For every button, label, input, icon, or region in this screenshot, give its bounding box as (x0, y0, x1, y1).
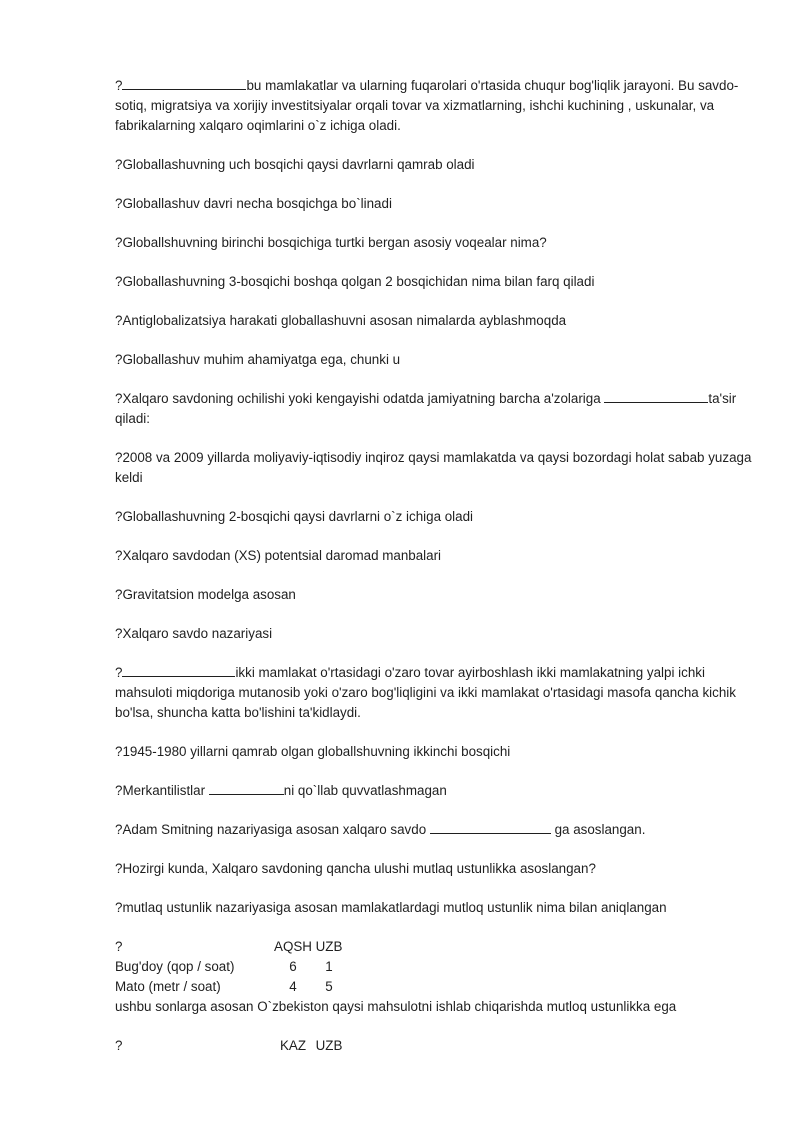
question-text-end: ga asoslangan. (550, 822, 646, 837)
question-12: ?Gravitatsion modelga asosan (115, 587, 296, 602)
table-cell: 1 (325, 959, 333, 974)
question-14 (115, 663, 755, 723)
question-2: ?Globallashuvning uch bosqichi qaysi davrlarni qamrab oladi (115, 157, 475, 172)
question-5: ?Globallashuvning 3-bosqichi boshqa qolgan 2 bosqichidan nima bilan farq qiladi (115, 274, 595, 289)
column-header: UZB (315, 939, 343, 954)
column-header: KAZ (279, 1038, 307, 1053)
question-11: ?Xalqaro savdodan (XS) potentsial daromad manbalari (115, 548, 442, 563)
question-text: ikki mamlakat o'rtasidagi o'zaro tovar ayirboshlash ikki mamlakatning yalpi ichki mahsuloti miqdoriga mutanosib yoki o'zaro bog'liqligini va ikki mamlakat o'rtasidagi masofa qancha kichik bo'lsa, shuncha katta bo'lishini ta'kidlaydi. (115, 665, 736, 720)
document-page (115, 76, 755, 1056)
question-6: ?Antiglobalizatsiya harakati globallashuvni asosan nimalarda ayblashmoqda (115, 313, 567, 328)
question-10: ?Globallashuvning 2-bosqichi qaysi davrlarni o`z ichiga oladi (115, 509, 474, 524)
row-label: Mato (metr / soat) (115, 979, 221, 994)
question-table-1 (115, 937, 755, 1017)
question-prefix: ? (115, 78, 123, 93)
column-header: AQSH (274, 939, 312, 954)
question-text: bu mamlakatlar va ularning fuqarolari o'rtasida chuqur bog'liqlik jarayoni. Bu savdo-sotiq, migratsiya va xorijiy investitsiyalar orqali tovar va xizmatlarning, ishchi kuchining , uskunalar, va fabrikalarning xalqaro oqimlarini o`z ichiga oladi. (115, 78, 739, 133)
answer-blank (122, 663, 235, 677)
question-9: ?2008 va 2009 yillarda moliyaviy-iqtisodiy inqiroz qaysi mamlakatda va qaysi bozordagi holat sabab yuzaga keldi (115, 450, 752, 485)
answer-blank (604, 389, 708, 403)
table-row (115, 957, 755, 977)
question-prefix: ? (115, 1038, 123, 1053)
answer-blank (430, 820, 551, 834)
question-text: ushbu sonlarga asosan O`zbekiston qaysi mahsulotni ishlab chiqarishda mutloq ustunlikka ega (115, 999, 677, 1014)
question-text: ?Xalqaro savdoning ochilishi yoki kengayishi odatda jamiyatning barcha a'zolariga (115, 391, 605, 406)
question-7: ?Globallashuv muhim ahamiyatga ega, chunki u (115, 352, 401, 367)
table-row (115, 977, 755, 997)
question-text: ?Merkantilistlar (115, 783, 209, 798)
table-cell: 4 (289, 979, 297, 994)
question-4: ?Globallshuvning birinchi bosqichiga turtki bergan asosiy voqealar nima? (115, 235, 547, 250)
table-cell: 5 (325, 979, 333, 994)
column-header: UZB (315, 1038, 343, 1053)
question-19: ?mutlaq ustunlik nazariyasiga asosan mamlakatlardagi mutloq ustunlik nima bilan aniqlangan (115, 900, 667, 915)
question-18: ?Hozirgi kunda, Xalqaro savdoning qancha ulushi mutlaq ustunlikka asoslangan? (115, 861, 596, 876)
answer-blank (209, 781, 284, 795)
table-cell: 6 (289, 959, 297, 974)
question-text-end: ni qo`llab quvvatlashmagan (283, 783, 447, 798)
question-text: ?Adam Smitning nazariyasiga asosan xalqaro savdo (115, 822, 430, 837)
question-text-end: ta'sir qiladi: (115, 391, 737, 426)
question-8 (115, 389, 755, 429)
question-3: ?Globallashuv davri necha bosqichga bo`linadi (115, 196, 392, 211)
question-1 (115, 76, 755, 136)
question-table-2 (115, 1036, 755, 1056)
question-16 (115, 781, 755, 801)
answer-blank (122, 76, 246, 90)
row-label: Bug'doy (qop / soat) (115, 959, 235, 974)
table-header-row (115, 1036, 755, 1056)
question-15: ?1945-1980 yillarni qamrab olgan globallshuvning ikkinchi bosqichi (115, 744, 511, 759)
question-prefix: ? (115, 939, 123, 954)
question-13: ?Xalqaro savdo nazariyasi (115, 626, 273, 641)
question-prefix: ? (115, 665, 123, 680)
table-header-row (115, 937, 755, 957)
table-question (115, 997, 755, 1017)
question-17 (115, 820, 755, 840)
